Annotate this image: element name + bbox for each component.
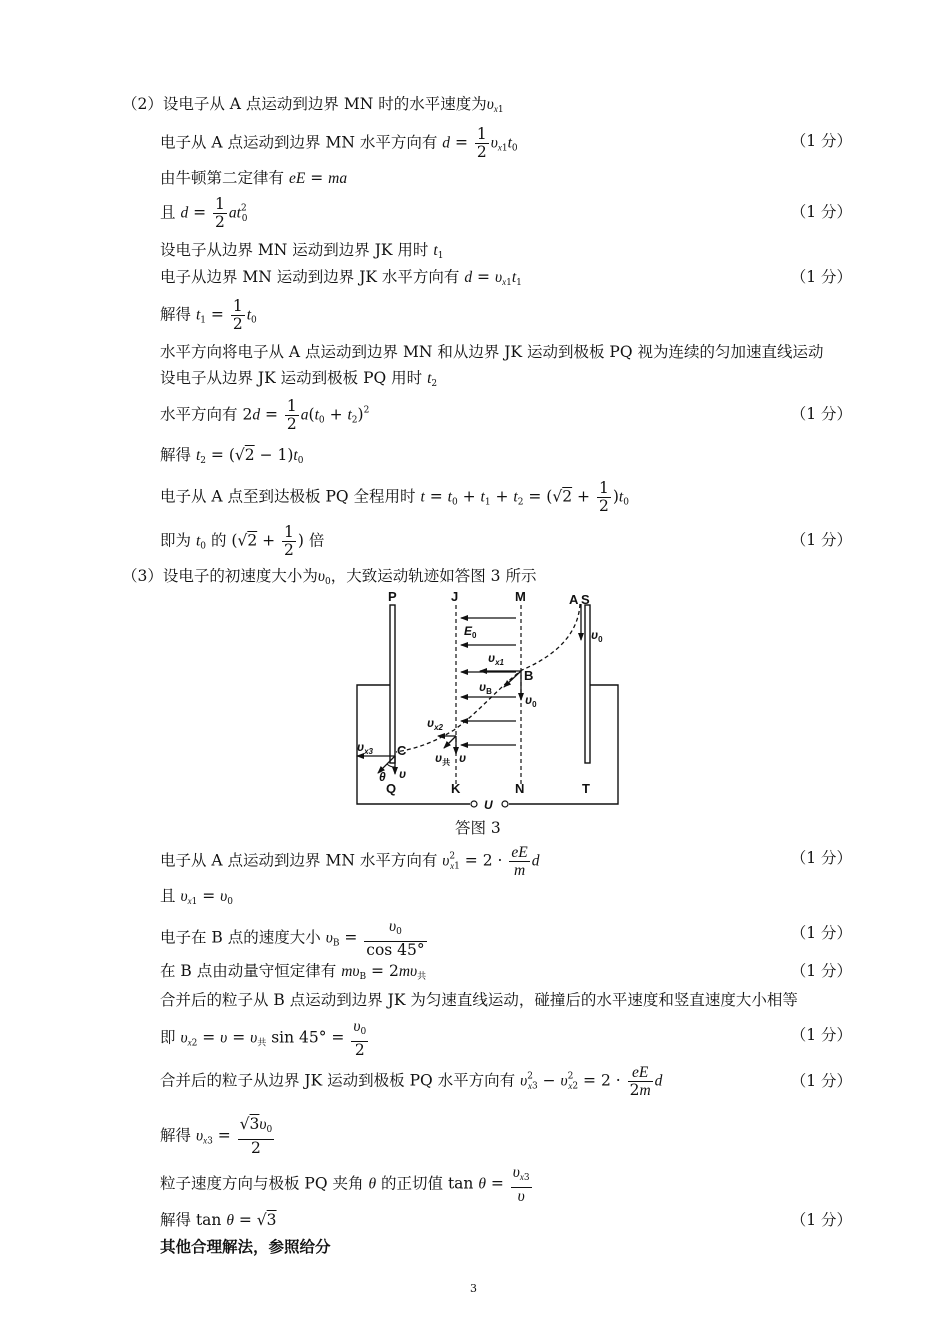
part2-line-8: 设电子从边界 JK 运动到极板 PQ 用时 $t_2$	[160, 369, 438, 389]
label-j: J	[451, 589, 459, 604]
score-6: （1 分）	[790, 849, 852, 867]
page-number: 3	[470, 1282, 477, 1295]
label-vb0: $\upsilon_0$	[525, 693, 537, 709]
label-p: P	[388, 589, 397, 604]
terminal-left	[471, 801, 477, 807]
label-n: N	[515, 781, 525, 796]
label-c: C	[397, 743, 407, 758]
label-m: M	[515, 589, 526, 604]
part2-line-12: 即为 $t_0$ 的 (√2 + $\frac{1}{2}$ ) 倍	[160, 523, 325, 559]
label-v-c: υ	[399, 767, 407, 781]
part3-line-3: 电子在 B 点的速度大小 $\upsilon_B$ = $\frac{\upsilon_0}{\cos 45^\circ}$	[160, 918, 425, 959]
label-a: A	[569, 592, 579, 607]
part3-heading: （3）设电子的初速度大小为$\upsilon_0$，大致运动轨迹如答图 3 所示	[122, 567, 537, 587]
note-other-methods: 其他合理解法，参照给分	[160, 1238, 331, 1256]
figure-3	[340, 588, 630, 838]
score-4: （1 分）	[790, 405, 852, 423]
part2-line-11: 电子从 A 点至到达极板 PQ 全程用时 $t = t_0 + t_1 + t_2 = (√2$ + $\frac{1}{2}$ )$t_0$	[160, 479, 629, 515]
label-u: U	[484, 798, 493, 812]
part2-line-3: 且 d = $\frac{1}{2}$ $at^2_0$	[160, 195, 248, 231]
part2-heading-text: （2）设电子从 A 点运动到边界 MN 时的水平速度为	[122, 95, 487, 113]
label-vgong: $\upsilon_共$	[435, 751, 451, 767]
label-vx1: $\upsilon_{x1}$	[488, 651, 505, 667]
trajectory	[396, 604, 580, 752]
part2-line-9: 水平方向有 2d = $\frac{1}{2}$ $a(t_0 + t_2)^2$	[160, 397, 370, 433]
score-5: （1 分）	[790, 531, 852, 549]
label-vx2: $\upsilon_{x2}$	[427, 716, 444, 732]
label-s: S	[581, 592, 590, 607]
part2-line-2: 由牛顿第二定律有 eE = ma	[160, 169, 348, 187]
label-v-mid: υ	[459, 751, 467, 765]
part3-line-10: 解得 tan θ = √3	[160, 1211, 277, 1229]
label-vx3: $\upsilon_{x3}$	[357, 740, 374, 756]
part3-line-5: 合并后的粒子从 B 点运动到边界 JK 为匀速直线运动，碰撞后的水平速度和竖直速度大小相等	[160, 991, 798, 1009]
score-2: （1 分）	[790, 203, 852, 221]
score-3: （1 分）	[790, 268, 852, 286]
part2-heading: （2）设电子从 A 点运动到边界 MN 时的水平速度为$\upsilon_{x1}$	[122, 95, 504, 115]
score-10: （1 分）	[790, 1072, 852, 1090]
score-8: （1 分）	[790, 962, 852, 980]
label-vs0: $\upsilon_0$	[591, 628, 603, 644]
part2-line-5: 电子从边界 MN 运动到边界 JK 水平方向有 $d = \upsilon_{x1}t_1$	[160, 268, 522, 288]
label-vb: $\upsilon_B$	[479, 680, 492, 696]
plate-pq	[390, 605, 395, 763]
part3-line-4: 在 B 点由动量守恒定律有 $m\upsilon_B = 2m\upsilon_共$	[160, 962, 427, 982]
part3-line-2: 且 $\upsilon_{x1} = \upsilon_0$	[160, 887, 234, 907]
label-t: T	[582, 781, 590, 796]
part3-line-7: 合并后的粒子从边界 JK 运动到极板 PQ 水平方向有 $\upsilon^2_{x3} - \upsilon^2_{x2} = 2$ · $\frac{eE}{2m}$ d	[160, 1064, 663, 1099]
part2-line-7: 水平方向将电子从 A 点运动到边界 MN 和从边界 JK 运动到极板 PQ 视为连续的匀加速直线运动	[160, 343, 824, 361]
terminal-right	[502, 801, 508, 807]
part3-line-6: 即 $\upsilon_{x2} = \upsilon = \upsilon_共$ sin 45° = $\frac{\upsilon_0}{2}$	[160, 1018, 367, 1059]
part3-line-9: 粒子速度方向与极板 PQ 夹角 θ 的正切值 tan θ = $\frac{\upsilon_{x3}}{\upsilon}$	[160, 1164, 530, 1205]
part2-line-4: 设电子从边界 MN 运动到边界 JK 用时 $t_1$	[160, 241, 444, 261]
label-e0: $E_0$	[464, 624, 477, 640]
label-b: B	[524, 668, 534, 683]
part2-line-10: 解得 $t_2 = (√2 - 1)t_0$	[160, 446, 304, 466]
figure-caption: 答图 3	[455, 819, 501, 837]
score-9: （1 分）	[790, 1026, 852, 1044]
part2-line-1: 电子从 A 点运动到边界 MN 水平方向有 d = $\frac{1}{2}$ $\upsilon_{x1}t_0$	[160, 125, 518, 161]
score-7: （1 分）	[790, 924, 852, 942]
label-theta: θ	[379, 770, 386, 784]
part2-line-6: 解得 $t_1$ = $\frac{1}{2}$ $t_0$	[160, 297, 257, 333]
part3-line-8: 解得 $\upsilon_{x3}$ = $\frac{√3\upsilon_0}{2}$	[160, 1115, 273, 1157]
label-q: Q	[386, 781, 397, 796]
part3-line-1: 电子从 A 点运动到边界 MN 水平方向有 $\upsilon^2_{x1} = 2$ · $\frac{eE}{m}$ d	[160, 844, 540, 879]
score-1: （1 分）	[790, 132, 852, 150]
score-11: （1 分）	[790, 1211, 852, 1229]
plate-st	[585, 605, 590, 763]
theta-arc	[387, 764, 395, 767]
label-k: K	[451, 781, 461, 796]
